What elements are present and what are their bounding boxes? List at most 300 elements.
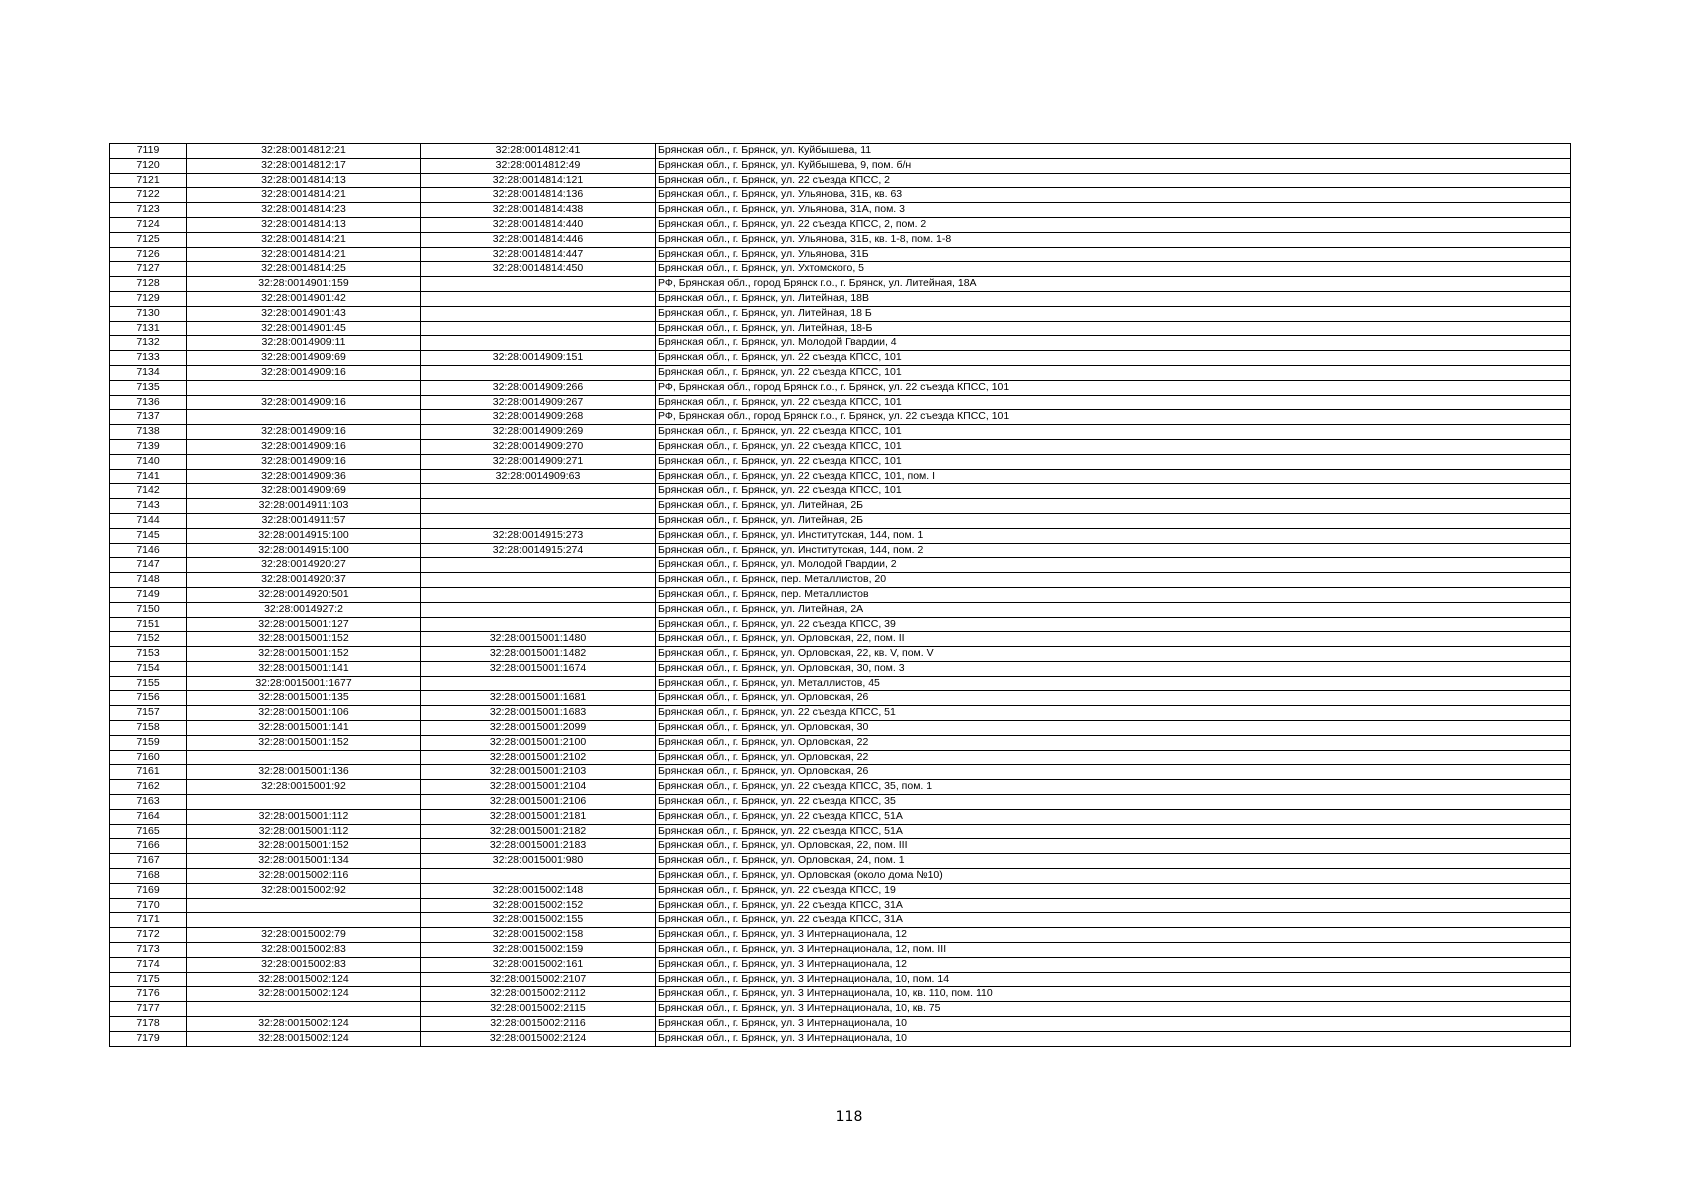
table-row (110, 928, 1571, 943)
address-cell: Брянская обл., г. Брянск, ул. 22 съезда КПСС, 35, пом. 1 (656, 780, 1571, 795)
address-cell: Брянская обл., г. Брянск, ул. Институтская, 144, пом. 2 (656, 543, 1571, 558)
table-row (110, 765, 1571, 780)
table-row (110, 795, 1571, 810)
address-cell: Брянская обл., г. Брянск, ул. 3 Интернационала, 12 (656, 957, 1571, 972)
row-number-cell: 7124 (110, 217, 187, 232)
table-row (110, 277, 1571, 292)
row-number-cell: 7170 (110, 898, 187, 913)
object-cadastral-number-cell: 32:28:0015001:2183 (421, 839, 656, 854)
row-number-cell: 7173 (110, 943, 187, 958)
table-row (110, 780, 1571, 795)
registry-table (109, 143, 1571, 1047)
row-number-cell: 7164 (110, 809, 187, 824)
object-cadastral-number-cell: 32:28:0014909:63 (421, 469, 656, 484)
parent-cadastral-number-cell (187, 795, 421, 810)
parent-cadastral-number-cell: 32:28:0014920:501 (187, 587, 421, 602)
row-number-cell: 7154 (110, 661, 187, 676)
parent-cadastral-number-cell: 32:28:0015002:92 (187, 883, 421, 898)
address-cell: Брянская обл., г. Брянск, ул. Молодой Гвардии, 4 (656, 336, 1571, 351)
row-number-cell: 7174 (110, 957, 187, 972)
address-cell: Брянская обл., г. Брянск, ул. Литейная, 2А (656, 602, 1571, 617)
address-cell: Брянская обл., г. Брянск, ул. 22 съезда КПСС, 31А (656, 898, 1571, 913)
table-row (110, 395, 1571, 410)
parent-cadastral-number-cell (187, 380, 421, 395)
address-cell: Брянская обл., г. Брянск, ул. 22 съезда КПСС, 39 (656, 617, 1571, 632)
object-cadastral-number-cell: 32:28:0014909:269 (421, 425, 656, 440)
row-number-cell: 7175 (110, 972, 187, 987)
object-cadastral-number-cell (421, 484, 656, 499)
object-cadastral-number-cell: 32:28:0015002:155 (421, 913, 656, 928)
table-row (110, 824, 1571, 839)
parent-cadastral-number-cell: 32:28:0015001:152 (187, 735, 421, 750)
parent-cadastral-number-cell: 32:28:0015002:83 (187, 943, 421, 958)
table-row (110, 306, 1571, 321)
parent-cadastral-number-cell: 32:28:0015001:152 (187, 632, 421, 647)
parent-cadastral-number-cell: 32:28:0014909:16 (187, 425, 421, 440)
parent-cadastral-number-cell: 32:28:0015002:116 (187, 869, 421, 884)
parent-cadastral-number-cell: 32:28:0015001:127 (187, 617, 421, 632)
row-number-cell: 7153 (110, 647, 187, 662)
object-cadastral-number-cell: 32:28:0015001:2181 (421, 809, 656, 824)
object-cadastral-number-cell: 32:28:0014814:440 (421, 217, 656, 232)
row-number-cell: 7135 (110, 380, 187, 395)
parent-cadastral-number-cell: 32:28:0015002:83 (187, 957, 421, 972)
address-cell: Брянская обл., г. Брянск, ул. Ульянова, 31Б, кв. 1-8, пом. 1-8 (656, 232, 1571, 247)
object-cadastral-number-cell: 32:28:0015002:2112 (421, 987, 656, 1002)
object-cadastral-number-cell (421, 291, 656, 306)
parent-cadastral-number-cell: 32:28:0015001:152 (187, 647, 421, 662)
row-number-cell: 7179 (110, 1031, 187, 1046)
object-cadastral-number-cell: 32:28:0014909:270 (421, 439, 656, 454)
table-row (110, 217, 1571, 232)
row-number-cell: 7136 (110, 395, 187, 410)
parent-cadastral-number-cell: 32:28:0014909:16 (187, 439, 421, 454)
object-cadastral-number-cell: 32:28:0014909:151 (421, 351, 656, 366)
address-cell: Брянская обл., г. Брянск, ул. Литейная, 18В (656, 291, 1571, 306)
parent-cadastral-number-cell: 32:28:0015002:124 (187, 987, 421, 1002)
row-number-cell: 7148 (110, 573, 187, 588)
address-cell: Брянская обл., г. Брянск, ул. Ульянова, 31А, пом. 3 (656, 203, 1571, 218)
parent-cadastral-number-cell: 32:28:0014909:16 (187, 365, 421, 380)
table-row (110, 158, 1571, 173)
parent-cadastral-number-cell: 32:28:0015001:112 (187, 824, 421, 839)
row-number-cell: 7150 (110, 602, 187, 617)
object-cadastral-number-cell: 32:28:0014909:268 (421, 410, 656, 425)
parent-cadastral-number-cell: 32:28:0014814:13 (187, 217, 421, 232)
parent-cadastral-number-cell: 32:28:0014901:159 (187, 277, 421, 292)
page-number: 118 (835, 1109, 863, 1125)
table-row (110, 499, 1571, 514)
parent-cadastral-number-cell: 32:28:0014814:13 (187, 173, 421, 188)
address-cell: Брянская обл., г. Брянск, ул. Литейная, 18-Б (656, 321, 1571, 336)
parent-cadastral-number-cell: 32:28:0014814:21 (187, 232, 421, 247)
row-number-cell: 7171 (110, 913, 187, 928)
address-cell: Брянская обл., г. Брянск, ул. 3 Интернационала, 12, пом. III (656, 943, 1571, 958)
parent-cadastral-number-cell: 32:28:0014814:21 (187, 188, 421, 203)
object-cadastral-number-cell (421, 513, 656, 528)
parent-cadastral-number-cell: 32:28:0014909:69 (187, 351, 421, 366)
table-row (110, 676, 1571, 691)
table-row (110, 706, 1571, 721)
row-number-cell: 7178 (110, 1017, 187, 1032)
address-cell: Брянская обл., г. Брянск, ул. Металлистов, 45 (656, 676, 1571, 691)
address-cell: Брянская обл., г. Брянск, ул. 22 съезда КПСС, 31А (656, 913, 1571, 928)
parent-cadastral-number-cell: 32:28:0014915:100 (187, 528, 421, 543)
object-cadastral-number-cell: 32:28:0015001:1480 (421, 632, 656, 647)
table-row (110, 484, 1571, 499)
row-number-cell: 7131 (110, 321, 187, 336)
address-cell: Брянская обл., г. Брянск, ул. Ульянова, 31Б, кв. 63 (656, 188, 1571, 203)
table-row (110, 602, 1571, 617)
table-row (110, 839, 1571, 854)
table-row (110, 617, 1571, 632)
table-row (110, 647, 1571, 662)
table-row (110, 883, 1571, 898)
table-row (110, 144, 1571, 159)
parent-cadastral-number-cell: 32:28:0015002:124 (187, 972, 421, 987)
parent-cadastral-number-cell: 32:28:0015002:124 (187, 1031, 421, 1046)
object-cadastral-number-cell: 32:28:0014909:266 (421, 380, 656, 395)
object-cadastral-number-cell (421, 365, 656, 380)
row-number-cell: 7129 (110, 291, 187, 306)
parent-cadastral-number-cell: 32:28:0014909:11 (187, 336, 421, 351)
row-number-cell: 7169 (110, 883, 187, 898)
table-row (110, 854, 1571, 869)
table-row (110, 573, 1571, 588)
row-number-cell: 7147 (110, 558, 187, 573)
object-cadastral-number-cell: 32:28:0014814:450 (421, 262, 656, 277)
parent-cadastral-number-cell: 32:28:0014901:45 (187, 321, 421, 336)
row-number-cell: 7167 (110, 854, 187, 869)
address-cell: Брянская обл., г. Брянск, ул. 3 Интернационала, 12 (656, 928, 1571, 943)
table-row (110, 528, 1571, 543)
table-row (110, 425, 1571, 440)
object-cadastral-number-cell: 32:28:0015002:2107 (421, 972, 656, 987)
table-row (110, 943, 1571, 958)
parent-cadastral-number-cell: 32:28:0014812:21 (187, 144, 421, 159)
parent-cadastral-number-cell (187, 1002, 421, 1017)
parent-cadastral-number-cell: 32:28:0015001:135 (187, 691, 421, 706)
row-number-cell: 7151 (110, 617, 187, 632)
table-row (110, 721, 1571, 736)
row-number-cell: 7134 (110, 365, 187, 380)
table-row (110, 543, 1571, 558)
object-cadastral-number-cell: 32:28:0015002:152 (421, 898, 656, 913)
parent-cadastral-number-cell: 32:28:0014909:36 (187, 469, 421, 484)
table-row (110, 809, 1571, 824)
object-cadastral-number-cell (421, 676, 656, 691)
object-cadastral-number-cell: 32:28:0015002:161 (421, 957, 656, 972)
address-cell: Брянская обл., г. Брянск, ул. 22 съезда КПСС, 101, пом. I (656, 469, 1571, 484)
row-number-cell: 7132 (110, 336, 187, 351)
parent-cadastral-number-cell: 32:28:0014927:2 (187, 602, 421, 617)
object-cadastral-number-cell (421, 587, 656, 602)
address-cell: Брянская обл., г. Брянск, ул. Орловская, 22, пом. III (656, 839, 1571, 854)
row-number-cell: 7166 (110, 839, 187, 854)
parent-cadastral-number-cell: 32:28:0015002:124 (187, 1017, 421, 1032)
address-cell: Брянская обл., г. Брянск, ул. 22 съезда КПСС, 101 (656, 454, 1571, 469)
table-row (110, 173, 1571, 188)
address-cell: Брянская обл., г. Брянск, ул. Литейная, 2Б (656, 513, 1571, 528)
object-cadastral-number-cell: 32:28:0014909:267 (421, 395, 656, 410)
table-row (110, 351, 1571, 366)
object-cadastral-number-cell: 32:28:0015001:2182 (421, 824, 656, 839)
parent-cadastral-number-cell: 32:28:0014901:43 (187, 306, 421, 321)
address-cell: РФ, Брянская обл., город Брянск г.о., г. Брянск, ул. Литейная, 18А (656, 277, 1571, 292)
object-cadastral-number-cell: 32:28:0015001:2099 (421, 721, 656, 736)
address-cell: РФ, Брянская обл., город Брянск г.о., г. Брянск, ул. 22 съезда КПСС, 101 (656, 380, 1571, 395)
object-cadastral-number-cell: 32:28:0015002:2116 (421, 1017, 656, 1032)
row-number-cell: 7172 (110, 928, 187, 943)
parent-cadastral-number-cell: 32:28:0014901:42 (187, 291, 421, 306)
object-cadastral-number-cell (421, 573, 656, 588)
row-number-cell: 7121 (110, 173, 187, 188)
object-cadastral-number-cell: 32:28:0014814:446 (421, 232, 656, 247)
address-cell: Брянская обл., г. Брянск, пер. Металлистов (656, 587, 1571, 602)
address-cell: Брянская обл., г. Брянск, ул. Куйбышева, 11 (656, 144, 1571, 159)
address-cell: Брянская обл., г. Брянск, ул. Орловская, 22, пом. II (656, 632, 1571, 647)
address-cell: Брянская обл., г. Брянск, ул. 3 Интернационала, 10 (656, 1017, 1571, 1032)
object-cadastral-number-cell: 32:28:0015002:2115 (421, 1002, 656, 1017)
table-row (110, 972, 1571, 987)
address-cell: Брянская обл., г. Брянск, ул. Орловская, 22, кв. V, пом. V (656, 647, 1571, 662)
address-cell: Брянская обл., г. Брянск, ул. 22 съезда КПСС, 101 (656, 425, 1571, 440)
parent-cadastral-number-cell (187, 410, 421, 425)
object-cadastral-number-cell: 32:28:0015001:980 (421, 854, 656, 869)
object-cadastral-number-cell: 32:28:0014915:273 (421, 528, 656, 543)
object-cadastral-number-cell: 32:28:0014812:49 (421, 158, 656, 173)
address-cell: Брянская обл., г. Брянск, ул. Литейная, 18 Б (656, 306, 1571, 321)
table-row (110, 380, 1571, 395)
parent-cadastral-number-cell: 32:28:0015001:1677 (187, 676, 421, 691)
row-number-cell: 7162 (110, 780, 187, 795)
row-number-cell: 7128 (110, 277, 187, 292)
address-cell: Брянская обл., г. Брянск, ул. Куйбышева, 9, пом. б/н (656, 158, 1571, 173)
address-cell: Брянская обл., г. Брянск, ул. 22 съезда КПСС, 101 (656, 484, 1571, 499)
row-number-cell: 7159 (110, 735, 187, 750)
table-row (110, 1002, 1571, 1017)
object-cadastral-number-cell: 32:28:0015002:2124 (421, 1031, 656, 1046)
row-number-cell: 7161 (110, 765, 187, 780)
table-row (110, 735, 1571, 750)
parent-cadastral-number-cell: 32:28:0015001:141 (187, 661, 421, 676)
address-cell: Брянская обл., г. Брянск, ул. 3 Интернационала, 10, кв. 75 (656, 1002, 1571, 1017)
row-number-cell: 7165 (110, 824, 187, 839)
row-number-cell: 7137 (110, 410, 187, 425)
object-cadastral-number-cell (421, 602, 656, 617)
address-cell: Брянская обл., г. Брянск, ул. 22 съезда КПСС, 101 (656, 365, 1571, 380)
address-cell: Брянская обл., г. Брянск, ул. 22 съезда КПСС, 19 (656, 883, 1571, 898)
row-number-cell: 7156 (110, 691, 187, 706)
row-number-cell: 7145 (110, 528, 187, 543)
parent-cadastral-number-cell: 32:28:0014814:23 (187, 203, 421, 218)
parent-cadastral-number-cell: 32:28:0014920:27 (187, 558, 421, 573)
object-cadastral-number-cell (421, 499, 656, 514)
table-row (110, 691, 1571, 706)
address-cell: Брянская обл., г. Брянск, ул. Орловская, 30, пом. 3 (656, 661, 1571, 676)
row-number-cell: 7157 (110, 706, 187, 721)
table-row (110, 587, 1571, 602)
table-row (110, 1031, 1571, 1046)
object-cadastral-number-cell: 32:28:0015001:1674 (421, 661, 656, 676)
row-number-cell: 7139 (110, 439, 187, 454)
address-cell: Брянская обл., г. Брянск, ул. 22 съезда КПСС, 101 (656, 395, 1571, 410)
row-number-cell: 7177 (110, 1002, 187, 1017)
table-row (110, 232, 1571, 247)
parent-cadastral-number-cell: 32:28:0015001:92 (187, 780, 421, 795)
row-number-cell: 7176 (110, 987, 187, 1002)
address-cell: Брянская обл., г. Брянск, ул. 22 съезда КПСС, 51 (656, 706, 1571, 721)
object-cadastral-number-cell: 32:28:0014814:136 (421, 188, 656, 203)
object-cadastral-number-cell (421, 558, 656, 573)
table-row (110, 957, 1571, 972)
table-row (110, 558, 1571, 573)
table-row (110, 913, 1571, 928)
address-cell: Брянская обл., г. Брянск, ул. Ульянова, 31Б (656, 247, 1571, 262)
parent-cadastral-number-cell: 32:28:0015001:141 (187, 721, 421, 736)
parent-cadastral-number-cell (187, 750, 421, 765)
address-cell: Брянская обл., г. Брянск, пер. Металлистов, 20 (656, 573, 1571, 588)
object-cadastral-number-cell: 32:28:0014915:274 (421, 543, 656, 558)
table-row (110, 262, 1571, 277)
address-cell: Брянская обл., г. Брянск, ул. 22 съезда КПСС, 51А (656, 809, 1571, 824)
table-row (110, 188, 1571, 203)
object-cadastral-number-cell: 32:28:0014812:41 (421, 144, 656, 159)
address-cell: Брянская обл., г. Брянск, ул. Литейная, 2Б (656, 499, 1571, 514)
row-number-cell: 7160 (110, 750, 187, 765)
address-cell: Брянская обл., г. Брянск, ул. Орловская, 30 (656, 721, 1571, 736)
address-cell: Брянская обл., г. Брянск, ул. Орловская, 24, пом. 1 (656, 854, 1571, 869)
object-cadastral-number-cell: 32:28:0014814:447 (421, 247, 656, 262)
object-cadastral-number-cell: 32:28:0014814:438 (421, 203, 656, 218)
table-row (110, 454, 1571, 469)
table-row (110, 1017, 1571, 1032)
row-number-cell: 7158 (110, 721, 187, 736)
table-row (110, 321, 1571, 336)
object-cadastral-number-cell: 32:28:0015001:2100 (421, 735, 656, 750)
row-number-cell: 7146 (110, 543, 187, 558)
row-number-cell: 7120 (110, 158, 187, 173)
address-cell: Брянская обл., г. Брянск, ул. 3 Интернационала, 10 (656, 1031, 1571, 1046)
address-cell: Брянская обл., г. Брянск, ул. 3 Интернационала, 10, кв. 110, пом. 110 (656, 987, 1571, 1002)
parent-cadastral-number-cell: 32:28:0014911:57 (187, 513, 421, 528)
parent-cadastral-number-cell: 32:28:0015001:152 (187, 839, 421, 854)
object-cadastral-number-cell (421, 617, 656, 632)
row-number-cell: 7127 (110, 262, 187, 277)
table-row (110, 750, 1571, 765)
address-cell: Брянская обл., г. Брянск, ул. Орловская (около дома №10) (656, 869, 1571, 884)
address-cell: Брянская обл., г. Брянск, ул. 22 съезда КПСС, 2 (656, 173, 1571, 188)
table-row (110, 987, 1571, 1002)
row-number-cell: 7163 (110, 795, 187, 810)
address-cell: Брянская обл., г. Брянск, ул. 3 Интернационала, 10, пом. 14 (656, 972, 1571, 987)
parent-cadastral-number-cell: 32:28:0015002:79 (187, 928, 421, 943)
row-number-cell: 7155 (110, 676, 187, 691)
parent-cadastral-number-cell: 32:28:0015001:136 (187, 765, 421, 780)
parent-cadastral-number-cell: 32:28:0014814:25 (187, 262, 421, 277)
object-cadastral-number-cell (421, 306, 656, 321)
address-cell: Брянская обл., г. Брянск, ул. 22 съезда КПСС, 101 (656, 439, 1571, 454)
row-number-cell: 7130 (110, 306, 187, 321)
row-number-cell: 7144 (110, 513, 187, 528)
address-cell: Брянская обл., г. Брянск, ул. Институтская, 144, пом. 1 (656, 528, 1571, 543)
row-number-cell: 7142 (110, 484, 187, 499)
row-number-cell: 7133 (110, 351, 187, 366)
address-cell: Брянская обл., г. Брянск, ул. Орловская, 22 (656, 735, 1571, 750)
object-cadastral-number-cell (421, 336, 656, 351)
parent-cadastral-number-cell: 32:28:0014909:69 (187, 484, 421, 499)
address-cell: Брянская обл., г. Брянск, ул. Ухтомского, 5 (656, 262, 1571, 277)
parent-cadastral-number-cell: 32:28:0014814:21 (187, 247, 421, 262)
object-cadastral-number-cell: 32:28:0015001:2104 (421, 780, 656, 795)
parent-cadastral-number-cell: 32:28:0014911:103 (187, 499, 421, 514)
row-number-cell: 7125 (110, 232, 187, 247)
row-number-cell: 7138 (110, 425, 187, 440)
table-row (110, 661, 1571, 676)
table-row (110, 203, 1571, 218)
address-cell: Брянская обл., г. Брянск, ул. Орловская, 26 (656, 765, 1571, 780)
table-row (110, 365, 1571, 380)
table-row (110, 439, 1571, 454)
row-number-cell: 7122 (110, 188, 187, 203)
object-cadastral-number-cell (421, 321, 656, 336)
object-cadastral-number-cell: 32:28:0015001:1681 (421, 691, 656, 706)
table-row (110, 898, 1571, 913)
parent-cadastral-number-cell: 32:28:0015001:106 (187, 706, 421, 721)
row-number-cell: 7168 (110, 869, 187, 884)
object-cadastral-number-cell: 32:28:0015001:2103 (421, 765, 656, 780)
registry-table-body (110, 144, 1571, 1047)
address-cell: Брянская обл., г. Брянск, ул. Орловская, 26 (656, 691, 1571, 706)
parent-cadastral-number-cell: 32:28:0014909:16 (187, 395, 421, 410)
object-cadastral-number-cell: 32:28:0015002:158 (421, 928, 656, 943)
row-number-cell: 7149 (110, 587, 187, 602)
parent-cadastral-number-cell: 32:28:0014909:16 (187, 454, 421, 469)
object-cadastral-number-cell (421, 277, 656, 292)
address-cell: Брянская обл., г. Брянск, ул. Молодой Гвардии, 2 (656, 558, 1571, 573)
object-cadastral-number-cell: 32:28:0014909:271 (421, 454, 656, 469)
object-cadastral-number-cell: 32:28:0015001:2106 (421, 795, 656, 810)
table-row (110, 632, 1571, 647)
row-number-cell: 7141 (110, 469, 187, 484)
parent-cadastral-number-cell: 32:28:0014915:100 (187, 543, 421, 558)
object-cadastral-number-cell: 32:28:0014814:121 (421, 173, 656, 188)
parent-cadastral-number-cell: 32:28:0015001:134 (187, 854, 421, 869)
parent-cadastral-number-cell (187, 913, 421, 928)
table-row (110, 410, 1571, 425)
parent-cadastral-number-cell: 32:28:0014812:17 (187, 158, 421, 173)
row-number-cell: 7143 (110, 499, 187, 514)
row-number-cell: 7152 (110, 632, 187, 647)
row-number-cell: 7123 (110, 203, 187, 218)
parent-cadastral-number-cell (187, 898, 421, 913)
row-number-cell: 7119 (110, 144, 187, 159)
table-row (110, 291, 1571, 306)
address-cell: Брянская обл., г. Брянск, ул. 22 съезда КПСС, 2, пом. 2 (656, 217, 1571, 232)
parent-cadastral-number-cell: 32:28:0015001:112 (187, 809, 421, 824)
table-row (110, 247, 1571, 262)
address-cell: Брянская обл., г. Брянск, ул. 22 съезда КПСС, 51А (656, 824, 1571, 839)
address-cell: Брянская обл., г. Брянск, ул. Орловская, 22 (656, 750, 1571, 765)
object-cadastral-number-cell: 32:28:0015001:1683 (421, 706, 656, 721)
table-row (110, 513, 1571, 528)
object-cadastral-number-cell: 32:28:0015001:1482 (421, 647, 656, 662)
row-number-cell: 7140 (110, 454, 187, 469)
address-cell: Брянская обл., г. Брянск, ул. 22 съезда КПСС, 35 (656, 795, 1571, 810)
object-cadastral-number-cell: 32:28:0015001:2102 (421, 750, 656, 765)
object-cadastral-number-cell: 32:28:0015002:159 (421, 943, 656, 958)
table-row (110, 469, 1571, 484)
